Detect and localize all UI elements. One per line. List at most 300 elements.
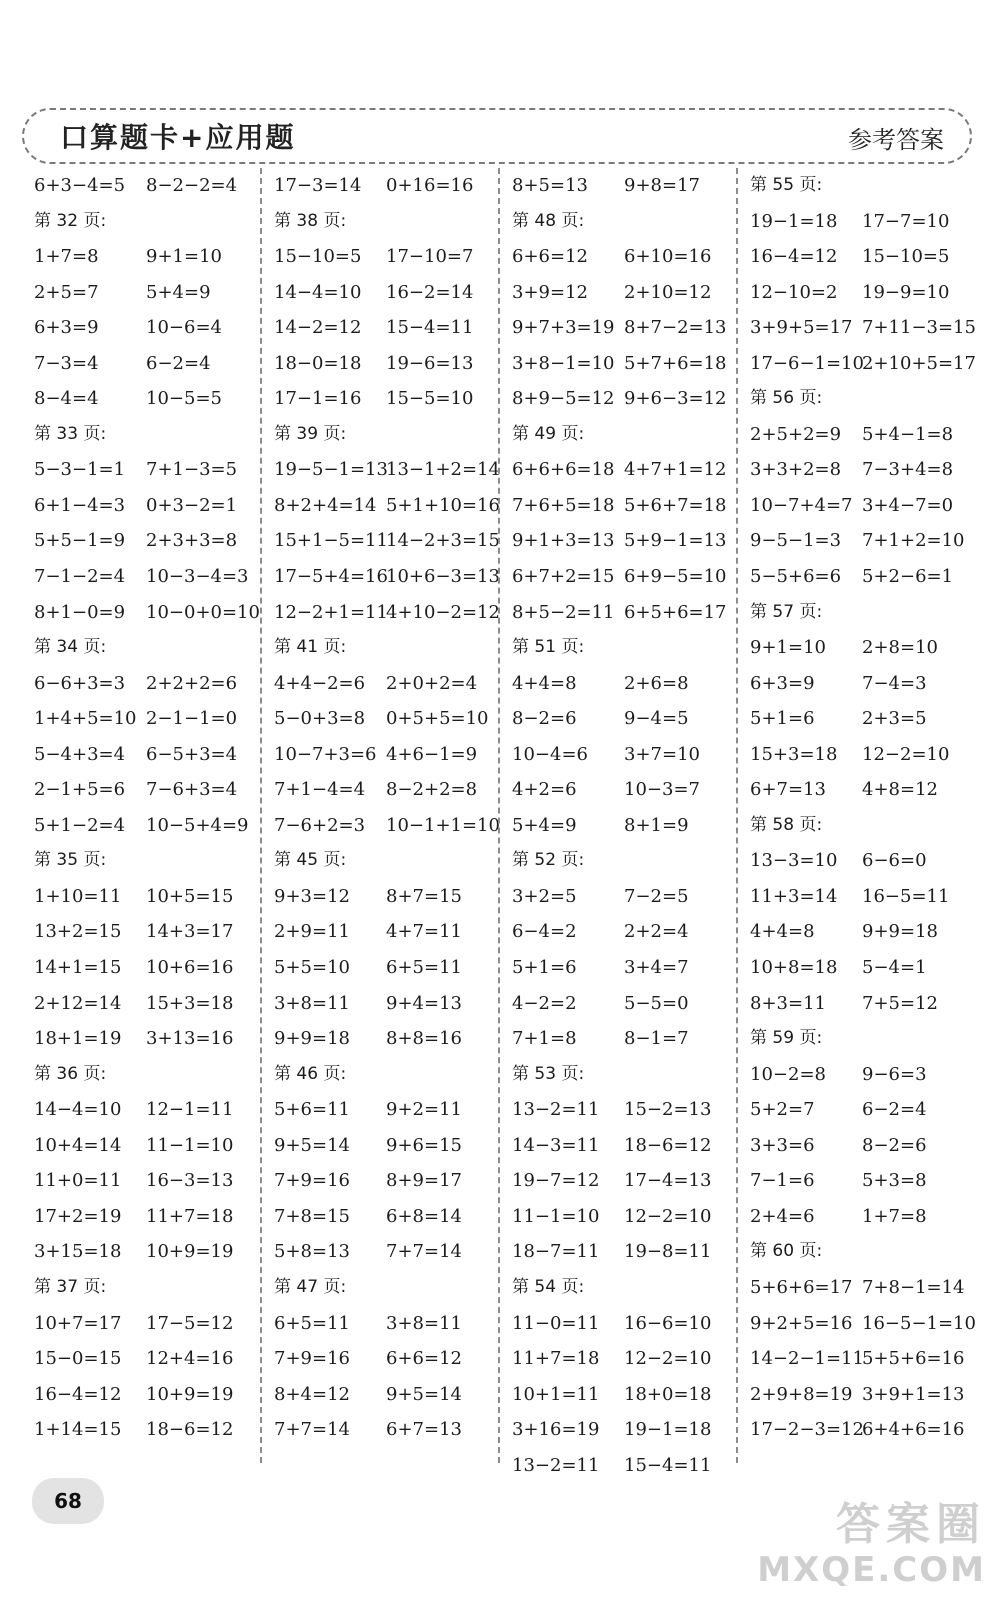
equation-row — [22, 1163, 258, 1199]
equation: 17−1=16 — [274, 388, 362, 410]
equation: 3+3+2=8 — [750, 459, 842, 481]
equation: 5+6+6=17 — [750, 1276, 853, 1298]
equation: 6+6=12 — [512, 246, 588, 268]
equation-row — [500, 1306, 736, 1342]
equation-row — [500, 595, 736, 631]
page-heading-text: 第 48 页: — [512, 210, 585, 231]
equation: 19−1=18 — [624, 1419, 712, 1441]
equation-row — [738, 1377, 974, 1413]
equation: 5+4=9 — [512, 814, 577, 836]
equation: 19−6=13 — [386, 352, 474, 374]
equation-row — [22, 310, 258, 346]
equation: 10−6=4 — [146, 317, 222, 339]
page-heading-text: 第 41 页: — [274, 637, 347, 658]
section-heading — [22, 204, 258, 240]
equation: 8−1=7 — [624, 1028, 689, 1050]
equation: 6+10=16 — [624, 246, 712, 268]
section-heading — [22, 630, 258, 666]
equation: 0+3−2=1 — [146, 494, 238, 516]
equation: 6+7+2=15 — [512, 566, 615, 588]
equation: 4+6−1=9 — [386, 743, 478, 765]
equation: 17−4=13 — [624, 1170, 712, 1192]
equation: 6−6=0 — [862, 850, 927, 872]
equation-row — [500, 381, 736, 417]
header-banner — [22, 108, 972, 164]
section-heading — [500, 843, 736, 879]
equation-row — [738, 1199, 974, 1235]
page-heading-text: 第 59 页: — [750, 1028, 823, 1049]
answer-columns — [0, 168, 996, 1476]
equation: 7+5=12 — [862, 992, 938, 1014]
equation-row — [738, 986, 974, 1022]
equation: 5+7+6=18 — [624, 352, 727, 374]
equation: 7+1−3=5 — [146, 459, 238, 481]
equation: 11+7=18 — [146, 1205, 234, 1227]
equation: 4+7=11 — [386, 921, 462, 943]
equation: 12−2=10 — [624, 1348, 712, 1370]
equation: 15−0=15 — [34, 1348, 122, 1370]
equation-row — [500, 168, 736, 204]
answer-column-3 — [498, 168, 736, 1476]
page-heading-text: 第 38 页: — [274, 210, 347, 231]
equation-row — [22, 666, 258, 702]
equation: 3+3=6 — [750, 1134, 815, 1156]
equation-row — [22, 168, 258, 204]
equation-row — [500, 1234, 736, 1270]
equation: 19−9=10 — [862, 281, 950, 303]
equation-row — [262, 595, 498, 631]
equation-row — [22, 1128, 258, 1164]
equation: 8−2−2=4 — [146, 175, 238, 196]
equation-row — [500, 275, 736, 311]
equation: 9+1+3=13 — [512, 530, 615, 552]
page-heading-text: 第 51 页: — [512, 637, 585, 658]
equation: 10+8=18 — [750, 957, 838, 979]
equation: 7+11−3=15 — [862, 317, 976, 339]
equation-row — [738, 914, 974, 950]
equation: 2+10=12 — [624, 281, 712, 303]
equation: 7−1−2=4 — [34, 566, 126, 588]
page-heading-text: 第 57 页: — [750, 601, 823, 622]
equation: 6+7=13 — [750, 779, 826, 801]
equation: 5+6+7=18 — [624, 494, 727, 516]
equation-row — [262, 950, 498, 986]
equation: 9+7+3=19 — [512, 317, 615, 339]
page-heading-text: 第 60 页: — [750, 1241, 823, 1262]
equation-row — [500, 1021, 736, 1057]
equation-row — [738, 1306, 974, 1342]
equation: 6−5+3=4 — [146, 743, 238, 765]
equation-row — [738, 559, 974, 595]
equation-row — [22, 879, 258, 915]
equation-row — [500, 666, 736, 702]
equation: 16−3=13 — [146, 1170, 234, 1192]
equation: 6−6+3=3 — [34, 672, 126, 694]
equation: 6+1−4=3 — [34, 494, 126, 516]
equation-row — [22, 1306, 258, 1342]
equation-row — [500, 239, 736, 275]
equation-row — [262, 1412, 498, 1448]
equation: 6+8=14 — [386, 1205, 462, 1227]
equation: 2+8=10 — [862, 637, 938, 659]
equation-row — [262, 701, 498, 737]
equation: 8+2+4=14 — [274, 494, 377, 516]
equation-row — [262, 1128, 498, 1164]
equation: 7−2=5 — [624, 885, 689, 907]
equation: 15−4=11 — [386, 317, 474, 339]
equation: 9+6−3=12 — [624, 388, 727, 410]
equation: 10−1+1=10 — [386, 814, 500, 836]
equation: 5+1+10=16 — [386, 494, 500, 516]
equation: 6+6=12 — [386, 1348, 462, 1370]
equation: 13−1+2=14 — [386, 459, 500, 481]
equation: 9+6=15 — [386, 1134, 462, 1156]
equation: 1+10=11 — [34, 885, 122, 907]
equation-row — [738, 1341, 974, 1377]
equation-row — [500, 1341, 736, 1377]
equation-row — [738, 275, 974, 311]
equation: 19−8=11 — [624, 1241, 712, 1263]
equation: 3+7=10 — [624, 743, 700, 765]
equation-row — [22, 1341, 258, 1377]
equation-row — [500, 1092, 736, 1128]
equation: 8−2=6 — [512, 708, 577, 730]
section-heading — [500, 1270, 736, 1306]
equation: 10+5=15 — [146, 885, 234, 907]
equation: 7+6+5=18 — [512, 494, 615, 516]
equation-row — [738, 1092, 974, 1128]
equation: 15+3=18 — [750, 743, 838, 765]
equation: 8+7−2=13 — [624, 317, 727, 339]
equation-row — [500, 986, 736, 1022]
equation-row — [738, 701, 974, 737]
equation-row — [262, 1306, 498, 1342]
equation-row — [22, 808, 258, 844]
equation: 6+5=11 — [386, 957, 462, 979]
equation-row — [500, 914, 736, 950]
page-heading-text: 第 49 页: — [512, 423, 585, 444]
equation: 9+5=14 — [386, 1383, 462, 1405]
page-heading-text: 第 45 页: — [274, 850, 347, 871]
equation: 6+3−4=5 — [34, 175, 126, 196]
equation: 7−1=6 — [750, 1170, 815, 1192]
equation-row — [738, 310, 974, 346]
equation: 3+13=16 — [146, 1028, 234, 1050]
answer-key-label: 参考答案 — [848, 126, 944, 154]
equation-row — [738, 772, 974, 808]
equation: 2+9=11 — [274, 921, 350, 943]
equation: 5+1=6 — [512, 957, 577, 979]
equation-row — [262, 1199, 498, 1235]
equation: 3+9+1=13 — [862, 1383, 965, 1405]
equation: 11+3=14 — [750, 885, 838, 907]
equation-row — [262, 879, 498, 915]
equation: 7+8=15 — [274, 1205, 350, 1227]
section-heading — [500, 417, 736, 453]
equation: 7+7=14 — [274, 1419, 350, 1441]
equation-row — [262, 239, 498, 275]
equation-row — [22, 772, 258, 808]
equation: 8+5−2=11 — [512, 601, 615, 623]
equation-row — [22, 275, 258, 311]
watermark-url: MXQE.COM — [757, 1550, 986, 1590]
equation-row — [22, 488, 258, 524]
section-heading — [262, 843, 498, 879]
section-heading — [738, 1021, 974, 1057]
equation: 4+8=12 — [862, 779, 938, 801]
equation-row — [738, 950, 974, 986]
equation: 8+4=12 — [274, 1383, 350, 1405]
equation-row — [500, 488, 736, 524]
equation: 7+1−4=4 — [274, 779, 366, 801]
equation: 9+5=14 — [274, 1134, 350, 1156]
equation-row — [262, 666, 498, 702]
page-heading-text: 第 46 页: — [274, 1063, 347, 1084]
page-heading-text: 第 39 页: — [274, 423, 347, 444]
equation: 7+8−1=14 — [862, 1276, 965, 1298]
section-heading — [262, 630, 498, 666]
section-heading — [738, 808, 974, 844]
equation: 3+2=5 — [512, 885, 577, 907]
equation-row — [500, 1199, 736, 1235]
equation: 18+1=19 — [34, 1028, 122, 1050]
equation-row — [22, 1234, 258, 1270]
equation: 2+3+3=8 — [146, 530, 238, 552]
equation: 3+15=18 — [34, 1241, 122, 1263]
equation-row — [500, 1377, 736, 1413]
page-number: 68 — [32, 1478, 104, 1524]
watermark-text: 答案圈 — [836, 1499, 986, 1550]
equation-row — [22, 737, 258, 773]
equation: 14−2+3=15 — [386, 530, 500, 552]
equation: 5−4=1 — [862, 957, 927, 979]
equation: 8+1−0=9 — [34, 601, 126, 623]
equation: 12+4=16 — [146, 1348, 234, 1370]
equation-row — [22, 239, 258, 275]
equation: 4+2=6 — [512, 779, 577, 801]
equation-row — [500, 879, 736, 915]
equation-row — [22, 986, 258, 1022]
equation-row — [738, 1270, 974, 1306]
equation: 4+7+1=12 — [624, 459, 727, 481]
equation: 16−6=10 — [624, 1312, 712, 1334]
equation: 6+3=9 — [34, 317, 99, 339]
equation-row — [262, 914, 498, 950]
equation: 3+8−1=10 — [512, 352, 615, 374]
equation-row — [738, 879, 974, 915]
equation-row — [738, 843, 974, 879]
equation: 10−3=7 — [624, 779, 700, 801]
equation: 19−7=12 — [512, 1170, 600, 1192]
equation-row — [262, 986, 498, 1022]
section-heading — [500, 204, 736, 240]
equation-row — [22, 1199, 258, 1235]
equation: 14−2=12 — [274, 317, 362, 339]
equation-row — [262, 452, 498, 488]
equation: 15+3=18 — [146, 992, 234, 1014]
equation: 10+4=14 — [34, 1134, 122, 1156]
page-heading-text: 第 47 页: — [274, 1276, 347, 1297]
equation: 15−5=10 — [386, 388, 474, 410]
equation-row — [500, 346, 736, 382]
section-heading — [738, 595, 974, 631]
equation: 17−7=10 — [862, 210, 950, 232]
equation: 17−5=12 — [146, 1312, 234, 1334]
page-heading-text: 第 55 页: — [750, 175, 823, 195]
section-heading — [22, 1270, 258, 1306]
equation: 8−4=4 — [34, 388, 99, 410]
equation: 5+5+6=16 — [862, 1348, 965, 1370]
equation-row — [262, 275, 498, 311]
equation: 8+9−5=12 — [512, 388, 615, 410]
equation: 7−4=3 — [862, 672, 927, 694]
equation: 9+9=18 — [862, 921, 938, 943]
equation-row — [738, 239, 974, 275]
answer-column-1 — [22, 168, 258, 1463]
equation-row — [262, 1092, 498, 1128]
equation: 2+2=4 — [624, 921, 689, 943]
section-heading — [500, 1057, 736, 1093]
equation: 3+4−7=0 — [862, 494, 954, 516]
section-heading — [738, 1234, 974, 1270]
equation: 7+9=16 — [274, 1348, 350, 1370]
equation: 1+7=8 — [34, 246, 99, 268]
equation: 2+6=8 — [624, 672, 689, 694]
equation-row — [738, 1412, 974, 1448]
equation: 5+2=7 — [750, 1099, 815, 1121]
equation: 6+3=9 — [750, 672, 815, 694]
equation: 9−5−1=3 — [750, 530, 842, 552]
equation-row — [22, 523, 258, 559]
equation: 16−2=14 — [386, 281, 474, 303]
equation: 13−2=11 — [512, 1454, 600, 1476]
equation-row — [22, 559, 258, 595]
equation-row — [262, 1021, 498, 1057]
equation: 10−2=8 — [750, 1063, 826, 1085]
equation-row — [22, 950, 258, 986]
equation-row — [262, 381, 498, 417]
equation: 8+9=17 — [386, 1170, 462, 1192]
equation-row — [262, 1234, 498, 1270]
equation: 15−10=5 — [862, 246, 950, 268]
equation: 3+4=7 — [624, 957, 689, 979]
equation-row — [738, 1128, 974, 1164]
equation: 16−4=12 — [34, 1383, 122, 1405]
equation: 5+2−6=1 — [862, 566, 954, 588]
page-heading-text: 第 54 页: — [512, 1276, 585, 1297]
page-heading-text: 第 35 页: — [34, 850, 107, 871]
equation: 15−4=11 — [624, 1454, 712, 1476]
equation: 15+1−5=11 — [274, 530, 388, 552]
equation-row — [500, 737, 736, 773]
equation: 4+4=8 — [512, 672, 577, 694]
equation: 2−1+5=6 — [34, 779, 126, 801]
equation: 5+4−1=8 — [862, 423, 954, 445]
section-heading — [500, 630, 736, 666]
equation: 7−3=4 — [34, 352, 99, 374]
equation: 3+8=11 — [386, 1312, 462, 1334]
equation: 5+6=11 — [274, 1099, 350, 1121]
equation: 18−0=18 — [274, 352, 362, 374]
equation: 10+1=11 — [512, 1383, 600, 1405]
equation-row — [738, 452, 974, 488]
equation: 8+7=15 — [386, 885, 462, 907]
equation: 5−0+3=8 — [274, 708, 366, 730]
equation-row — [22, 595, 258, 631]
equation: 5+1−2=4 — [34, 814, 126, 836]
equation-row — [262, 346, 498, 382]
equation: 5−5=0 — [624, 992, 689, 1014]
equation: 17+2=19 — [34, 1205, 122, 1227]
page-heading-text: 第 32 页: — [34, 210, 107, 231]
equation: 5+3=8 — [862, 1170, 927, 1192]
equation: 15−10=5 — [274, 246, 362, 268]
equation: 1+7=8 — [862, 1205, 927, 1227]
equation: 4−2=2 — [512, 992, 577, 1014]
equation-row — [262, 1341, 498, 1377]
equation-row — [500, 1128, 736, 1164]
equation: 14−4=10 — [34, 1099, 122, 1121]
equation: 6+4+6=16 — [862, 1419, 965, 1441]
equation: 15−2=13 — [624, 1099, 712, 1121]
equation: 17−3=14 — [274, 175, 362, 196]
equation-row — [262, 808, 498, 844]
section-heading — [22, 1057, 258, 1093]
equation: 2+10+5=17 — [862, 352, 976, 374]
equation: 2+2+2=6 — [146, 672, 238, 694]
equation: 9+1=10 — [750, 637, 826, 659]
equation: 5−3−1=1 — [34, 459, 126, 481]
equation-row — [500, 1412, 736, 1448]
equation: 9+4=13 — [386, 992, 462, 1014]
page-heading-text: 第 37 页: — [34, 1276, 107, 1297]
equation: 9+2=11 — [386, 1099, 462, 1121]
equation: 12−2+1=11 — [274, 601, 388, 623]
equation-row — [738, 1163, 974, 1199]
equation: 0+16=16 — [386, 175, 474, 196]
equation: 7+7=14 — [386, 1241, 462, 1263]
equation: 13−2=11 — [512, 1099, 600, 1121]
equation: 10+6=16 — [146, 957, 234, 979]
equation: 2+5+2=9 — [750, 423, 842, 445]
equation-row — [500, 559, 736, 595]
equation: 4+4=8 — [750, 921, 815, 943]
page-heading-text: 第 33 页: — [34, 423, 107, 444]
equation: 9+2+5=16 — [750, 1312, 853, 1334]
equation: 10+6−3=13 — [386, 566, 500, 588]
equation-row — [738, 523, 974, 559]
page-heading-text: 第 53 页: — [512, 1063, 585, 1084]
equation: 3+8=11 — [274, 992, 350, 1014]
equation: 6−4=2 — [512, 921, 577, 943]
equation: 6+6+6=18 — [512, 459, 615, 481]
equation: 3+9+5=17 — [750, 317, 853, 339]
equation: 9+8=17 — [624, 175, 700, 196]
equation: 2+5=7 — [34, 281, 99, 303]
equation: 12−10=2 — [750, 281, 838, 303]
equation: 8+5=13 — [512, 175, 588, 196]
equation: 3+9=12 — [512, 281, 588, 303]
equation-row — [262, 488, 498, 524]
equation: 5+5=10 — [274, 957, 350, 979]
equation: 13+2=15 — [34, 921, 122, 943]
equation: 6+5=11 — [274, 1312, 350, 1334]
equation: 14+1=15 — [34, 957, 122, 979]
equation-row — [262, 168, 498, 204]
equation-row — [22, 701, 258, 737]
equation-row — [738, 204, 974, 240]
section-heading — [22, 417, 258, 453]
